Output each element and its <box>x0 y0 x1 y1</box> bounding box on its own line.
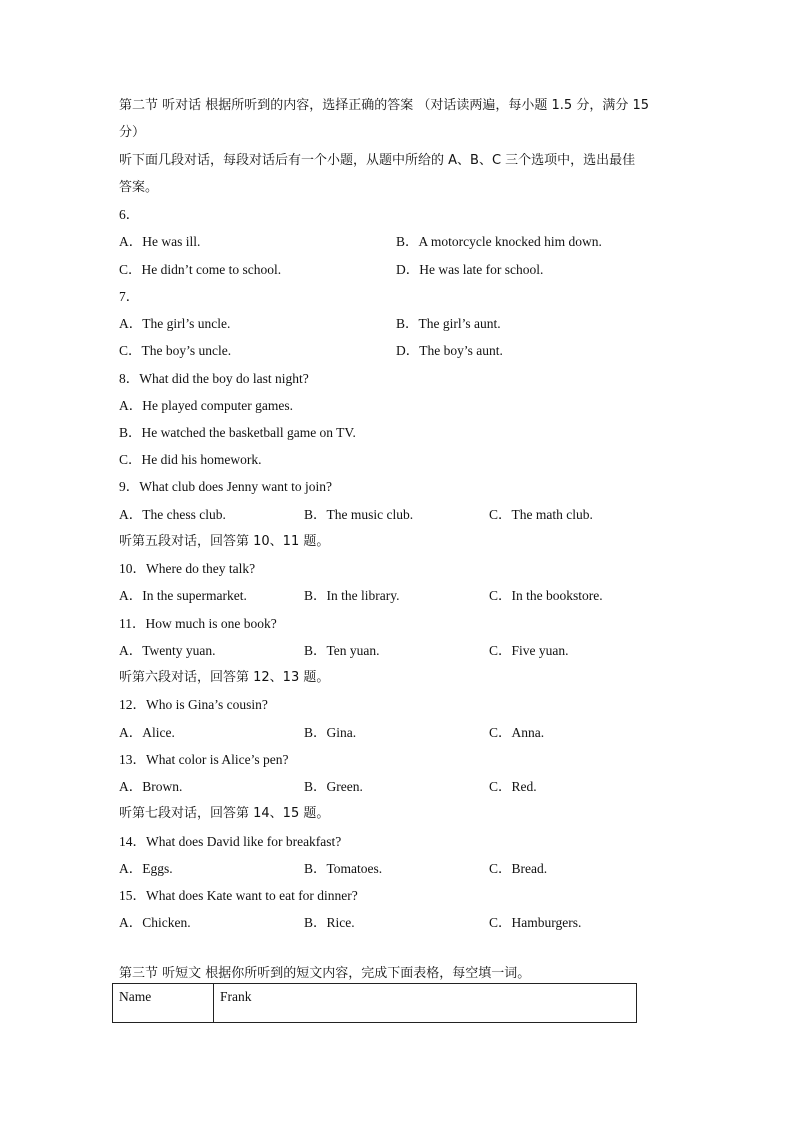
question-11-option-c: C．Five yuan. <box>489 643 569 658</box>
section2-heading-line1: 第二节 听对话 根据所听到的内容，选择正确的答案 （对话读两遍，每小题 1.5 分，满分 15 <box>119 98 650 113</box>
question-12-stem: 12．Who is Gina’s cousin? <box>119 697 268 712</box>
question-8-option-a: A．He played computer games. <box>119 398 293 413</box>
section2-instruction-line1: 听下面几段对话，每段对话后有一个小题，从题中所给的 A、B、C 三个选项中，选出最佳 <box>119 153 636 168</box>
table-cell-name-label: Name <box>113 984 214 1023</box>
question-13-option-b: B．Green. <box>304 779 363 794</box>
question-7-option-b: B．The girl’s aunt. <box>396 316 501 331</box>
question-6-option-b: B．A motorcycle knocked him down. <box>396 234 602 249</box>
section2-heading-line2: 分） <box>119 125 146 140</box>
question-14-stem: 14．What does David like for breakfast? <box>119 834 342 849</box>
question-9-option-b: B．The music club. <box>304 507 414 522</box>
table-cell-name-value: Frank <box>214 984 637 1023</box>
question-15-option-b: B．Rice. <box>304 915 355 930</box>
question-6-option-d: D．He was late for school. <box>396 262 544 277</box>
question-8-option-c: C．He did his homework. <box>119 452 262 467</box>
question-15-stem: 15．What does Kate want to eat for dinner? <box>119 888 358 903</box>
table-row <box>113 984 637 1023</box>
question-11-option-a: A．Twenty yuan. <box>119 643 216 658</box>
question-8-option-b: B．He watched the basketball game on TV. <box>119 425 356 440</box>
question-10-option-a: A．In the supermarket. <box>119 588 247 603</box>
question-13-option-c: C．Red. <box>489 779 537 794</box>
question-13-option-a: A．Brown. <box>119 779 183 794</box>
question-10-option-b: B．In the library. <box>304 588 400 603</box>
question-7-stem: 7． <box>119 289 140 304</box>
question-9-option-a: A．The chess club. <box>119 507 226 522</box>
question-11-stem: 11．How much is one book? <box>119 616 277 631</box>
question-10-option-c: C．In the bookstore. <box>489 588 603 603</box>
question-12-option-b: B．Gina. <box>304 725 357 740</box>
dialog-7-instruction: 听第七段对话，回答第 14、15 题。 <box>119 806 330 821</box>
question-14-option-b: B．Tomatoes. <box>304 861 383 876</box>
question-6-stem: 6． <box>119 207 140 222</box>
section2-instruction-line2: 答案。 <box>119 180 159 195</box>
question-10-stem: 10．Where do they talk? <box>119 561 256 576</box>
question-12-option-c: C．Anna. <box>489 725 545 740</box>
question-7-option-d: D．The boy’s aunt. <box>396 343 503 358</box>
question-6-option-c: C．He didn’t come to school. <box>119 262 282 277</box>
question-7-option-a: A．The girl’s uncle. <box>119 316 231 331</box>
dialog-6-instruction: 听第六段对话，回答第 12、13 题。 <box>119 670 330 685</box>
section3-heading: 第三节 听短文 根据你所听到的短文内容，完成下面表格，每空填一词。 <box>119 966 531 981</box>
question-7-option-c: C．The boy’s uncle. <box>119 343 232 358</box>
question-6-option-a: A．He was ill. <box>119 234 201 249</box>
question-12-option-a: A．Alice. <box>119 725 175 740</box>
question-13-stem: 13．What color is Alice’s pen? <box>119 752 289 767</box>
answer-table <box>112 983 637 1023</box>
question-15-option-a: A．Chicken. <box>119 915 191 930</box>
question-14-option-a: A．Eggs. <box>119 861 173 876</box>
question-11-option-b: B．Ten yuan. <box>304 643 380 658</box>
question-9-stem: 9．What club does Jenny want to join? <box>119 479 332 494</box>
question-15-option-c: C．Hamburgers. <box>489 915 582 930</box>
question-14-option-c: C．Bread. <box>489 861 548 876</box>
dialog-5-instruction: 听第五段对话，回答第 10、11 题。 <box>119 534 330 549</box>
question-9-option-c: C．The math club. <box>489 507 593 522</box>
question-8-stem: 8．What did the boy do last night? <box>119 371 309 386</box>
